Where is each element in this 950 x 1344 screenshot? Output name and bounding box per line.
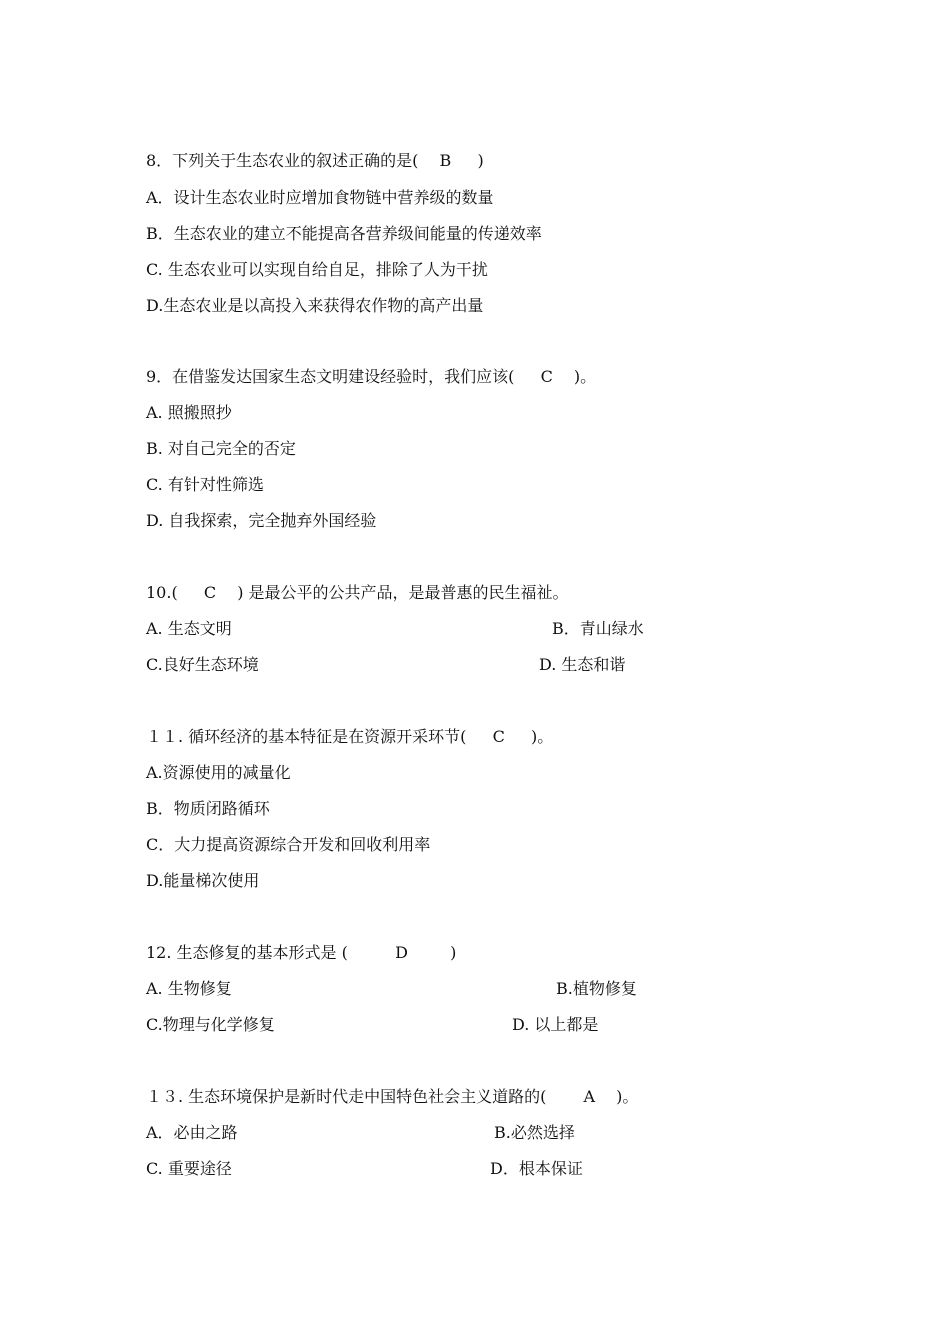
question-10-option-a: A. 生态文明 (146, 619, 232, 638)
question-13-option-b: B.必然选择 (494, 1123, 575, 1142)
question-12-option-a: A. 生物修复 (146, 979, 232, 998)
question-13-option-c: C. 重要途径 (146, 1159, 232, 1178)
question-11-option-a: A.资源使用的减量化 (146, 763, 291, 782)
question-12-option-c: C.物理与化学修复 (146, 1015, 275, 1034)
question-13-stem: １３. 生态环境保护是新时代走中国特色社会主义道路的( A )。 (146, 1087, 639, 1106)
question-10-option-c: C.良好生态环境 (146, 655, 259, 674)
question-12-option-d: D. 以上都是 (512, 1015, 599, 1034)
question-11-option-c: C．大力提高资源综合开发和回收利用率 (146, 835, 431, 854)
question-10-option-d: D. 生态和谐 (539, 655, 626, 674)
question-9-option-a: A. 照搬照抄 (146, 403, 232, 422)
question-8-option-a: A．设计生态农业时应增加食物链中营养级的数量 (146, 188, 494, 207)
question-11-option-b: B．物质闭路循环 (146, 799, 270, 818)
question-10-option-b: B．青山绿水 (552, 619, 644, 638)
question-9-option-d: D. 自我探索，完全抛弃外国经验 (146, 511, 377, 530)
question-10-stem: 10.( C ) 是最公平的公共产品，是最普惠的民生福祉。 (146, 583, 569, 602)
question-9-stem: 9．在借鉴发达国家生态文明建设经验时，我们应该( C )。 (146, 367, 597, 386)
question-12-stem: 12. 生态修复的基本形式是 ( D ) (146, 943, 457, 962)
question-11-option-d: D.能量梯次使用 (146, 871, 260, 890)
question-9-option-b: B. 对自己完全的否定 (146, 439, 296, 458)
question-8-option-b: B．生态农业的建立不能提高各营养级间能量的传递效率 (146, 224, 542, 243)
question-8-option-d: D.生态农业是以高投入来获得农作物的高产出量 (146, 296, 484, 315)
question-11-stem: １１. 循环经济的基本特征是在资源开采环节( C )。 (146, 727, 554, 746)
question-13-option-d: D．根本保证 (490, 1159, 583, 1178)
question-8-stem: 8．下列关于生态农业的叙述正确的是( B ) (146, 151, 484, 170)
question-8-option-c: C. 生态农业可以实现自给自足，排除了人为干扰 (146, 260, 488, 279)
question-12-option-b: B.植物修复 (556, 979, 637, 998)
question-9-option-c: C. 有针对性筛选 (146, 475, 264, 494)
question-13-option-a: A．必由之路 (146, 1123, 238, 1142)
